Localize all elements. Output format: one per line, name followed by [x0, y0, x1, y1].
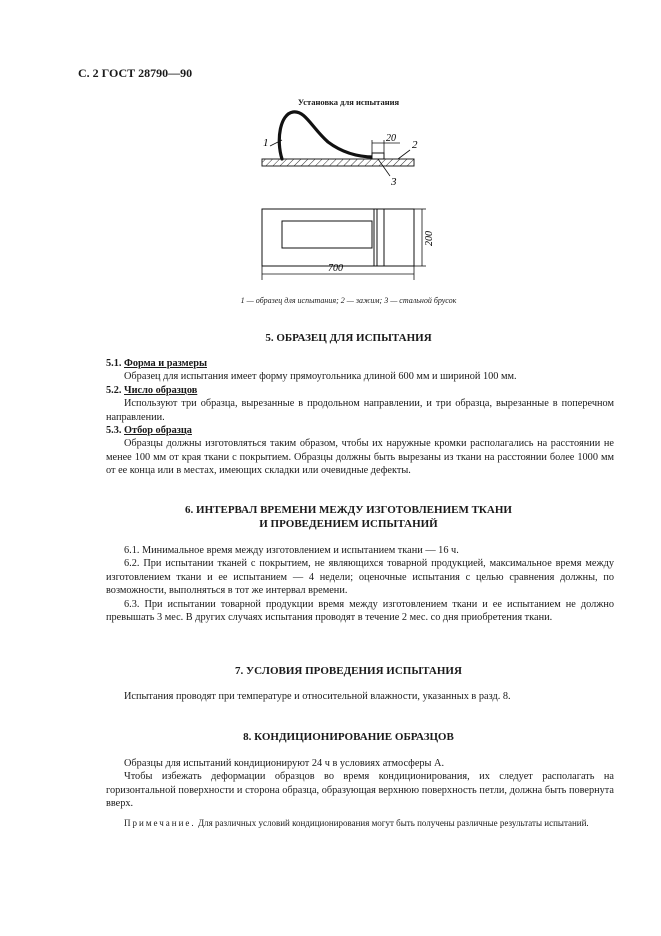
clamp	[372, 153, 384, 159]
specimen-top-view	[282, 221, 372, 248]
subsection-5-3-text: Образцы должны изготовляться таким образом, чтобы их наружные кромки располагались на расстоянии не менее 100 мм от края ткани с покрытием. Образцы должны быть вырезаны из ткани на расстоянии более 1000 мм от ее конца или в местах, имеющих складки или очевидные дефекты.	[106, 438, 614, 477]
base-top-view	[262, 209, 414, 266]
subsection-5-2-title	[106, 384, 614, 397]
paragraph-6-3: 6.3. При испытании товарной продукции время между изготовлением ткани и ее испытанием не должно превышать 3 мес. В других случаях испытания проводят в течение 2 мес. со дня приобретения ткани.	[106, 598, 614, 624]
note-label: Примечание.	[124, 817, 196, 828]
page-header: С. 2 ГОСТ 28790—90	[78, 66, 193, 80]
specimen-loop	[279, 112, 374, 159]
subsection-title: Число образцов	[124, 384, 198, 396]
base-plate	[262, 159, 414, 166]
subsection-5-2-text: Используют три образца, вырезанные в продольном направлении, и три образца, вырезанные в поперечном направлении.	[106, 398, 614, 423]
section-5-heading: 5. ОБРАЗЕЦ ДЛЯ ИСПЫТАНИЯ	[265, 332, 432, 344]
paragraph-6-2: 6.2. При испытании тканей с покрытием, не являющихся товарной продукцией, максимальное время между изготовлением ткани и ее испытанием — 4 недели; оценочные испытания с целью сравнения должны, по возможности, выполняться в тот же интервал времени.	[106, 558, 614, 597]
section-8-body	[106, 757, 614, 830]
label-3: 3	[391, 176, 397, 188]
figure-caption: 1 — образец для испытания; 2 — зажим; 3 — стальной брусок	[240, 296, 457, 305]
section-7-heading: 7. УСЛОВИЯ ПРОВЕДЕНИЯ ИСПЫТАНИЯ	[235, 665, 462, 677]
section-8-heading: 8. КОНДИЦИОНИРОВАНИЕ ОБРАЗЦОВ	[243, 731, 454, 743]
dim-200-label: 200	[424, 231, 435, 246]
section-7-body	[106, 690, 614, 703]
section-6-heading	[0, 503, 661, 531]
subsection-number: 5.3.	[106, 425, 122, 437]
dim-700-label: 700	[328, 263, 343, 274]
note	[106, 817, 614, 830]
subsection-title: Форма и размеры	[124, 358, 207, 369]
subsection-number: 5.1.	[106, 358, 122, 369]
paragraph-8-1: Образцы для испытаний кондиционируют 24 ч в условиях атмосферы А.	[124, 758, 445, 769]
subsection-5-3-title	[106, 424, 614, 437]
paragraph-8-2: Чтобы избежать деформации образцов во время кондиционирования, их следует располагать на горизонтальной поверхности и сторона образца, образующая верхнюю поверхность петли, должна быть повернута вверх.	[106, 771, 614, 810]
label-1: 1	[263, 137, 269, 149]
subsection-number: 5.2.	[106, 384, 122, 396]
section-6-heading-line2: И ПРОВЕДЕНИЕМ ИСПЫТАНИЙ	[259, 518, 438, 530]
section-5-body	[106, 357, 614, 478]
test-setup-figure	[0, 0, 661, 300]
paragraph-6-1: 6.1. Минимальное время между изготовлением и испытанием ткани — 16 ч.	[124, 545, 459, 556]
subsection-5-1-title	[106, 357, 614, 370]
figure-title: Установка для испытания	[297, 97, 400, 107]
paragraph-7-1: Испытания проводят при температуре и относительной влажности, указанных в разд. 8.	[124, 691, 511, 702]
subsection-title: Отбор образца	[124, 425, 192, 437]
dim-20-label: 20	[386, 133, 396, 144]
note-text: Для различных условий кондиционирования могут быть получены различные результаты испытаний.	[197, 817, 589, 828]
section-6-heading-line1: 6. ИНТЕРВАЛ ВРЕМЕНИ МЕЖДУ ИЗГОТОВЛЕНИЕМ ТКАНИ	[185, 504, 512, 516]
section-6-body	[106, 544, 614, 624]
subsection-5-1-text: Образец для испытания имеет форму прямоугольника длиной 600 мм и шириной 100 мм.	[124, 371, 517, 383]
label-2: 2	[412, 139, 418, 151]
